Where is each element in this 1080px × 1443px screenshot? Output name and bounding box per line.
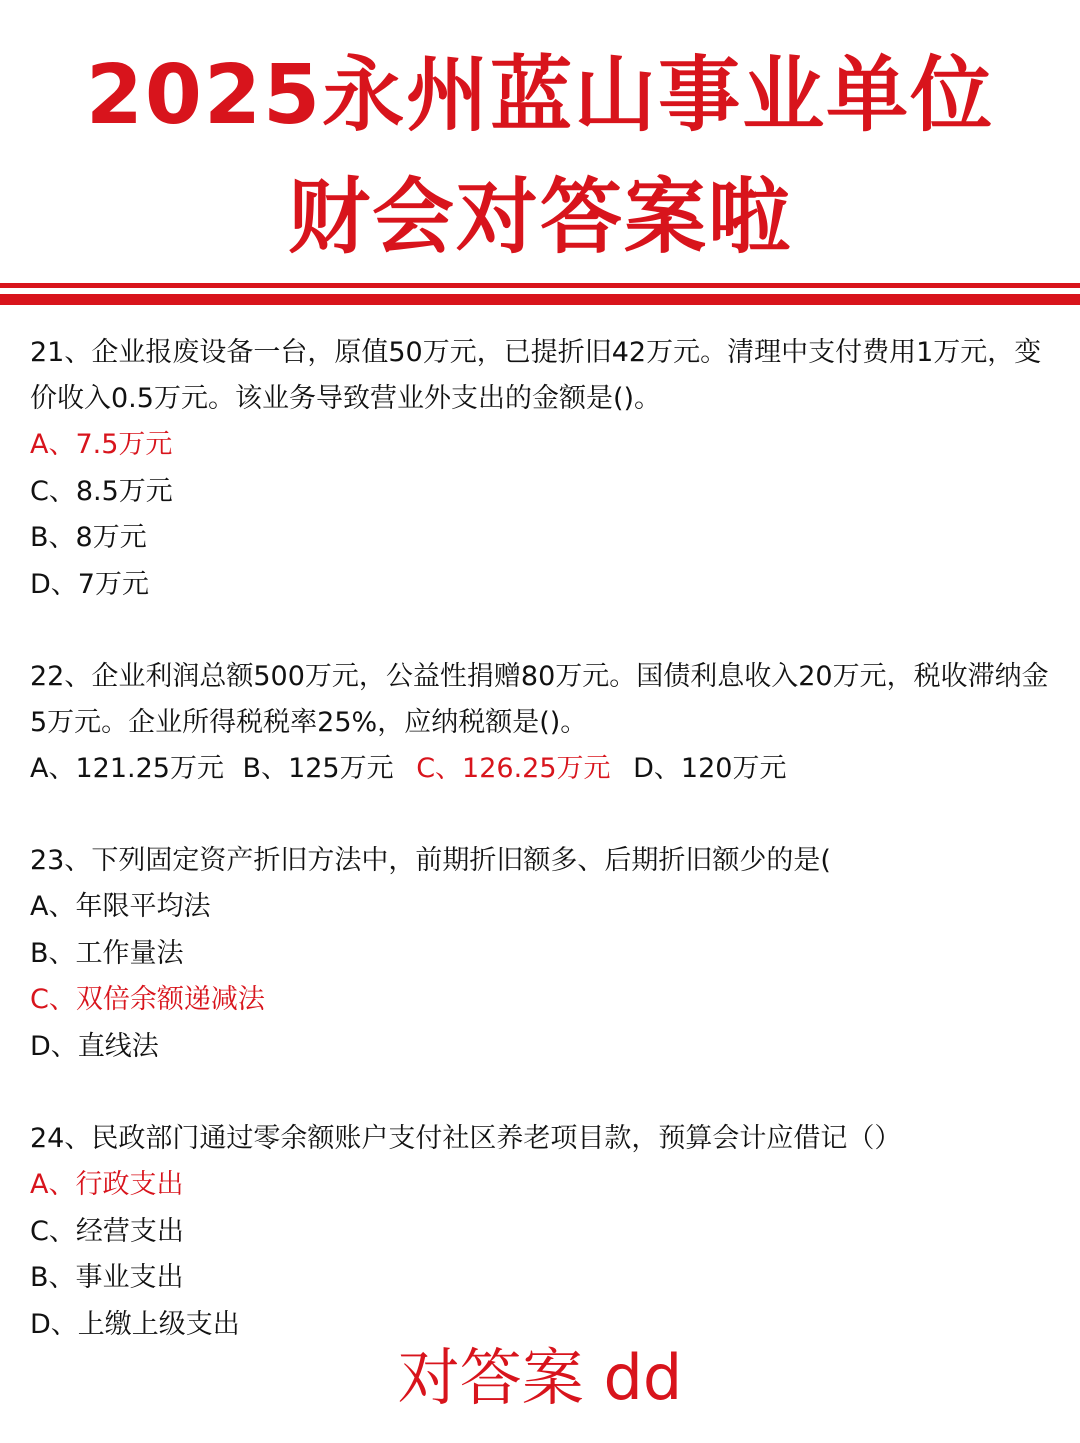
question-list (30, 330, 1050, 1394)
option-item: C、8.5万元 (30, 475, 173, 507)
divider-thick (0, 294, 1080, 305)
option-item: C、双倍余额递减法 (30, 984, 265, 1015)
page-title-line-2: 财会对答案啦 (287, 170, 792, 265)
option-item: B、事业支出 (30, 1262, 184, 1293)
footer-caption: 对答案 dd (397, 1341, 683, 1414)
option-row (30, 746, 1050, 792)
header (0, 0, 1080, 300)
option-item: A、年限平均法 (30, 891, 211, 922)
option-item: D、7万元 (30, 568, 149, 600)
option-item: A、行政支出 (30, 1169, 184, 1200)
question-24 (30, 1116, 1050, 1348)
question-text: 22、企业利润总额500万元，公益性捐赠80万元。国债利息收入20万元，税收滞纳金5万元。企业所得税税率25%，应纳税额是()。 (30, 661, 1049, 738)
option-item: B、125万元 (242, 753, 394, 784)
option-item: D、直线法 (30, 1030, 159, 1062)
page-title-line-1: 2025永州蓝山事业单位 (85, 48, 995, 143)
divider-thin (0, 283, 1080, 288)
question-text: 21、企业报废设备一台，原值50万元，已提折旧42万元。清理中支付费用1万元，变价收入0.5万元。该业务导致营业外支出的金额是()。 (30, 337, 1042, 414)
question-text: 24、民政部门通过零余额账户支付社区养老项目款，预算会计应借记（） (30, 1123, 902, 1154)
question-text: 23、下列固定资产折旧方法中，前期折旧额多、后期折旧额少的是( (30, 845, 831, 876)
question-21 (30, 330, 1050, 608)
option-item: B、工作量法 (30, 937, 184, 969)
option-item: A、121.25万元 (30, 753, 224, 784)
option-item: C、126.25万元 (416, 753, 611, 784)
question-22 (30, 654, 1050, 792)
option-item: A、7.5万元 (30, 429, 173, 460)
option-item: B、8万元 (30, 522, 147, 553)
option-item: C、经营支出 (30, 1215, 184, 1247)
question-23 (30, 838, 1050, 1070)
option-item: D、120万元 (633, 753, 787, 784)
option-item: D、上缴上级支出 (30, 1308, 240, 1340)
